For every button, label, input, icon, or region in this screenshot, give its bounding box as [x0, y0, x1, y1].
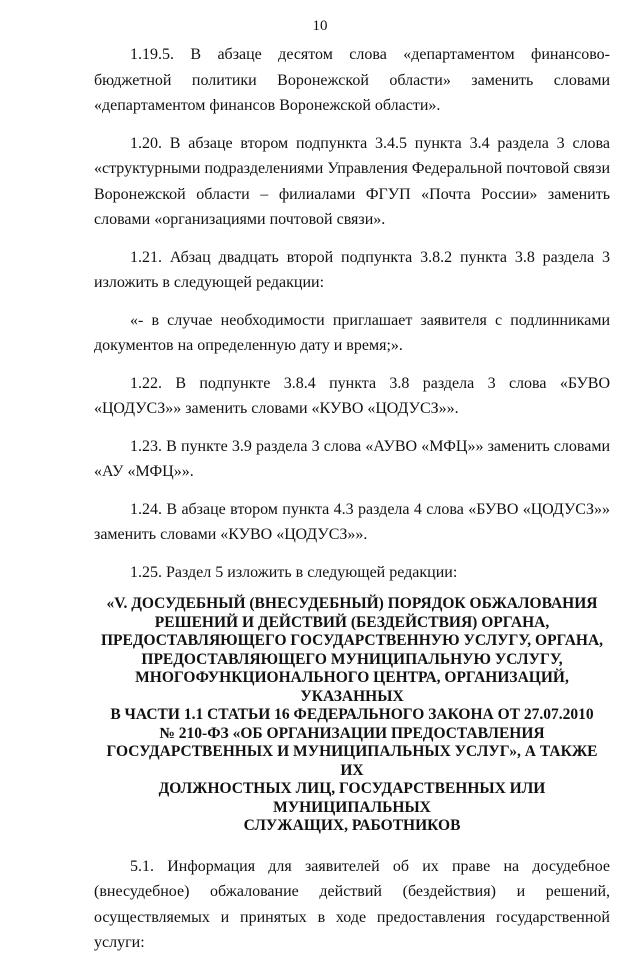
- paragraph-5-1: 5.1. Информация для заявителей об их праве на досудебное (внесудебное) обжалование действий (бездействия) и решений, осуществляемых и принятых в ходе предоставления государственной услуги:: [94, 857, 610, 951]
- paragraph-1-24: 1.24. В абзаце втором пункта 4.3 раздела 4 слова «БУВО «ЦОДУСЗ»» заменить словами «КУВО «ЦОДУСЗ»».: [94, 500, 610, 543]
- heading-line: ПРЕДОСТАВЛЯЮЩЕГО ГОСУДАРСТВЕННУЮ УСЛУГУ, ОРГАНА,: [100, 632, 604, 649]
- paragraph-1-22: 1.22. В подпункте 3.8.4 пункта 3.8 раздела 3 слова «БУВО «ЦОДУСЗ»» заменить словами «КУВО «ЦОДУСЗ»».: [94, 374, 610, 417]
- heading-line: ДОЛЖНОСТНЫХ ЛИЦ, ГОСУДАРСТВЕННЫХ ИЛИ МУНИЦИПАЛЬНЫХ: [158, 780, 546, 816]
- heading-line: «V. ДОСУДЕБНЫЙ (ВНЕСУДЕБНЫЙ) ПОРЯДОК ОБЖАЛОВАНИЯ: [106, 595, 598, 612]
- heading-line: ГОСУДАРСТВЕННЫХ И МУНИЦИПАЛЬНЫХ УСЛУГ», А ТАКЖЕ ИХ: [106, 743, 598, 779]
- paragraph-1-19-5: 1.19.5. В абзаце десятом слова «департаментом финансово-бюджетной политики Воронежской области» заменить словами «департаментом финансов Воронежской области».: [94, 46, 610, 114]
- paragraph-1-23: 1.23. В пункте 3.9 раздела 3 слова «АУВО «МФЦ»» заменить словами «АУ «МФЦ»».: [94, 437, 610, 480]
- document-body: [94, 42, 610, 968]
- page-number: 10: [312, 18, 328, 34]
- heading-line: СЛУЖАЩИХ, РАБОТНИКОВ: [243, 817, 461, 834]
- paragraph-1-21: 1.21. Абзац двадцать второй подпункта 3.8.2 пункта 3.8 раздела 3 изложить в следующей редакции:: [94, 248, 610, 291]
- heading-line: № 210-ФЗ «ОБ ОРГАНИЗАЦИИ ПРЕДОСТАВЛЕНИЯ: [159, 724, 545, 742]
- heading-line: В ЧАСТИ 1.1 СТАТЬИ 16 ФЕДЕРАЛЬНОГО ЗАКОНА ОТ 27.07.2010: [110, 706, 594, 723]
- paragraph-1-25: 1.25. Раздел 5 изложить в следующей редакции:: [130, 563, 458, 581]
- paragraph-quoted-amendment: «- в случае необходимости приглашает заявителя с подлинниками документов на определенную дату и время;».: [94, 311, 610, 354]
- paragraph-1-20: 1.20. В абзаце втором подпункта 3.4.5 пункта 3.4 раздела 3 слова «структурными подразделениями Управления Федеральной почтовой связи Воронежской области – филиалами ФГУП «Почта России» заменить словами «организациями почтовой связи».: [94, 134, 610, 228]
- section-5-heading: [94, 595, 610, 836]
- heading-line: ПРЕДОСТАВЛЯЮЩЕГО МУНИЦИПАЛЬНУЮ УСЛУГУ,: [141, 650, 563, 668]
- heading-line: РЕШЕНИЙ И ДЕЙСТВИЙ (БЕЗДЕЙСТВИЯ) ОРГАНА,: [154, 613, 550, 631]
- heading-line: МНОГОФУНКЦИОНАЛЬНОГО ЦЕНТРА, ОРГАНИЗАЦИЙ, УКАЗАННЫХ: [135, 669, 569, 705]
